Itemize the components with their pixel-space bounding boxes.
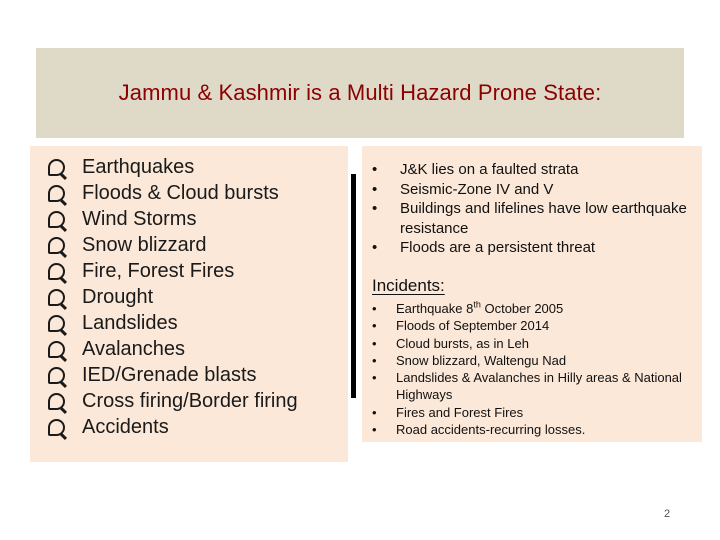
list-item xyxy=(48,388,298,414)
incident-text: Floods of September 2014 xyxy=(396,318,550,334)
details-panel xyxy=(362,146,702,442)
page-number: 2 xyxy=(664,508,671,520)
list-item xyxy=(48,258,298,284)
list-item xyxy=(372,369,692,404)
q-bullet-icon xyxy=(48,263,65,280)
hazard-text: IED/Grenade blasts xyxy=(82,363,257,386)
hazard-text: Floods & Cloud bursts xyxy=(82,181,279,204)
hazard-text: Snow blizzard xyxy=(82,233,207,256)
hazard-text: Landslides xyxy=(82,311,178,334)
q-bullet-icon xyxy=(48,419,65,436)
q-bullet-icon xyxy=(48,315,65,332)
fact-text: Seismic-Zone IV and V xyxy=(400,180,554,198)
incident-text: Landslides & Avalanches in Hilly areas & National Highways xyxy=(396,370,682,403)
bullet-icon: • xyxy=(372,318,377,334)
list-item xyxy=(372,160,692,180)
incident-text: Road accidents-recurring losses. xyxy=(396,422,586,438)
slide-title: Jammu & Kashmir is a Multi Hazard Prone State: xyxy=(118,80,602,105)
hazard-text: Avalanches xyxy=(82,337,186,360)
q-bullet-icon xyxy=(48,159,65,176)
hazard-text: Wind Storms xyxy=(82,207,197,230)
bullet-icon: • xyxy=(372,180,378,198)
list-item xyxy=(372,199,692,238)
list-item xyxy=(372,300,692,317)
fact-text: Buildings and lifelines have low earthquake resistance xyxy=(400,200,687,237)
fact-text: Floods are a persistent threat xyxy=(400,239,596,256)
list-item xyxy=(372,352,692,369)
incident-earthquake-prefix: Earthquake 8 xyxy=(396,301,474,316)
incident-text: Cloud bursts, as in Leh xyxy=(396,335,529,351)
list-item xyxy=(48,232,298,258)
incident-text: Fires and Forest Fires xyxy=(396,404,524,420)
incidents-heading: Incidents: xyxy=(372,276,445,295)
list-item xyxy=(48,284,298,310)
list-item xyxy=(48,180,298,206)
incident-text xyxy=(396,300,692,317)
list-item xyxy=(372,317,692,334)
bullet-icon: • xyxy=(372,200,378,217)
list-item xyxy=(372,180,692,200)
hazard-list xyxy=(48,154,298,440)
bullet-icon: • xyxy=(372,301,377,316)
q-bullet-icon xyxy=(48,185,65,202)
fact-text: J&K lies on a faulted strata xyxy=(400,161,579,178)
bullet-icon: • xyxy=(372,335,377,351)
bullet-icon: • xyxy=(372,239,378,256)
bullet-icon: • xyxy=(372,404,377,420)
title-band xyxy=(36,48,684,138)
list-item xyxy=(48,414,298,440)
q-bullet-icon xyxy=(48,237,65,254)
bullet-icon: • xyxy=(372,352,377,368)
hazard-panel xyxy=(30,146,348,462)
list-item xyxy=(48,154,298,180)
hazard-text: Cross firing/Border firing xyxy=(82,389,298,412)
list-item xyxy=(48,310,298,336)
q-bullet-icon xyxy=(48,211,65,228)
list-item xyxy=(48,362,298,388)
hazard-text: Drought xyxy=(82,285,154,308)
incident-list xyxy=(372,300,692,438)
bullet-icon: • xyxy=(372,422,377,438)
ordinal-suffix: th xyxy=(473,299,481,310)
q-bullet-icon xyxy=(48,289,65,306)
fact-list xyxy=(372,160,692,258)
list-item xyxy=(372,404,692,421)
incident-text: Snow blizzard, Waltengu Nad xyxy=(396,352,567,368)
incident-earthquake-rest: October 2005 xyxy=(480,301,564,316)
bullet-icon: • xyxy=(372,161,378,178)
hazard-text: Fire, Forest Fires xyxy=(82,259,235,282)
q-bullet-icon xyxy=(48,341,65,358)
bullet-icon: • xyxy=(372,370,377,386)
vertical-divider xyxy=(351,174,356,398)
hazard-text: Accidents xyxy=(82,415,169,438)
q-bullet-icon xyxy=(48,393,65,410)
list-item xyxy=(48,206,298,232)
list-item xyxy=(372,238,692,258)
list-item xyxy=(48,336,298,362)
list-item xyxy=(372,335,692,352)
q-bullet-icon xyxy=(48,367,65,384)
hazard-text: Earthquakes xyxy=(82,155,195,178)
list-item xyxy=(372,421,692,438)
